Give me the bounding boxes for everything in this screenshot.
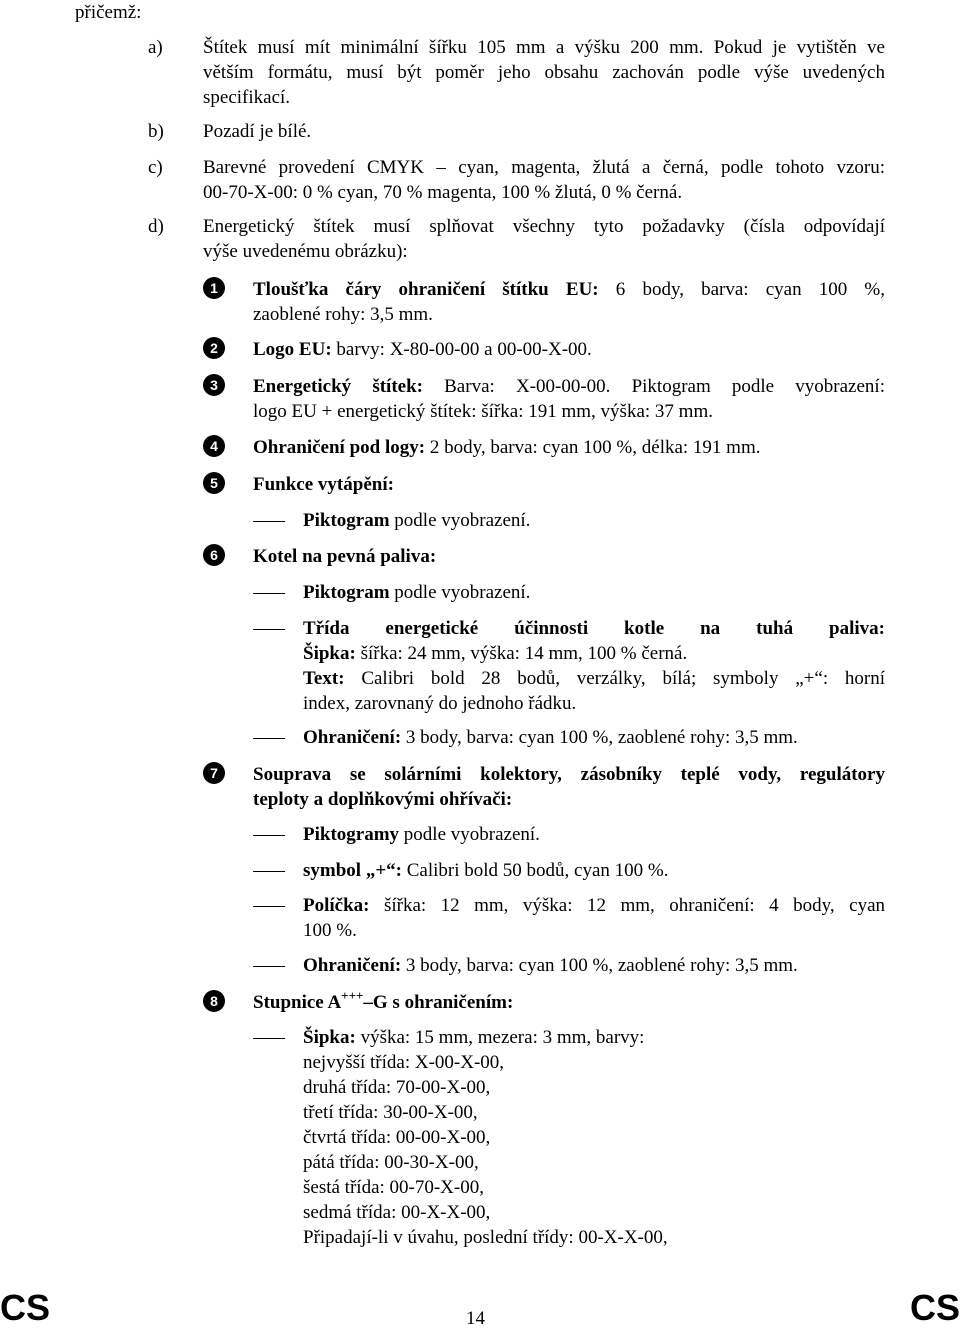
item-heading: Logo EU: bbox=[253, 339, 332, 360]
dash-bullet bbox=[253, 593, 285, 594]
dash-bullet bbox=[253, 738, 285, 739]
item-heading: teploty a doplňkovými ohřívači: bbox=[253, 789, 513, 810]
sub-6a-text bbox=[303, 580, 885, 605]
class-color-line: Připadají-li v úvahu, poslední třídy: 00-X-X-00, bbox=[303, 1227, 668, 1248]
sub-detail: Calibri bold 28 bodů, verzálky, bílá; symboly „+“: horní bbox=[344, 668, 885, 689]
number-badge-2: 2 bbox=[203, 337, 225, 359]
sub-6c-text bbox=[303, 725, 885, 750]
item-6-text bbox=[253, 544, 885, 569]
list-text-b bbox=[203, 119, 885, 144]
item-heading: –G s ohraničením: bbox=[363, 992, 514, 1013]
sub-heading: Třída energetické účinnosti kotle na tuhá paliva: bbox=[303, 618, 885, 639]
sub-detail: 3 body, barva: cyan 100 %, zaoblené rohy: 3,5 mm. bbox=[401, 955, 798, 976]
intro-text: přičemž: bbox=[75, 2, 142, 23]
text-line: Štítek musí mít minimální šířku 105 mm a výšku 200 mm. Pokud je vytištěn ve bbox=[203, 37, 885, 58]
item-heading: Energetický štítek: bbox=[253, 376, 423, 397]
item-8-text bbox=[253, 990, 885, 1015]
text-line: větším formátu, musí být poměr jeho obsahu zachován podle výše uvedených bbox=[203, 62, 885, 83]
sub-7b-text bbox=[303, 858, 885, 883]
number-badge-3: 3 bbox=[203, 374, 225, 396]
page-number: 14 bbox=[466, 1308, 485, 1329]
sub-detail: Calibri bold 50 bodů, cyan 100 %. bbox=[406, 860, 669, 881]
number-badge-4: 4 bbox=[203, 435, 225, 457]
sub-7d-text bbox=[303, 953, 885, 978]
class-color-line: čtvrtá třída: 00-00-X-00, bbox=[303, 1127, 491, 1148]
list-label-c: c) bbox=[148, 157, 163, 178]
list-text-c bbox=[203, 155, 885, 205]
sub-detail: index, zarovnaný do jednoho řádku. bbox=[303, 693, 577, 714]
text-line: Pozadí je bílé. bbox=[203, 121, 312, 142]
item-detail: logo EU + energetický štítek: šířka: 191 mm, výška: 37 mm. bbox=[253, 401, 713, 422]
number-badge-5: 5 bbox=[203, 472, 225, 494]
number-badge-6: 6 bbox=[203, 544, 225, 566]
sub-detail: podle vyobrazení. bbox=[389, 510, 531, 531]
list-text-d bbox=[203, 214, 885, 264]
sub-7a-text bbox=[303, 822, 885, 847]
sub-detail: výška: 15 mm, mezera: 3 mm, barvy: bbox=[355, 1027, 645, 1048]
sub-detail: šířka: 24 mm, výška: 14 mm, 100 % černá. bbox=[355, 643, 688, 664]
item-2-text bbox=[253, 337, 885, 362]
dash-bullet bbox=[253, 966, 285, 967]
number-badge-8: 8 bbox=[203, 990, 225, 1012]
sub-heading: Ohraničení: bbox=[303, 955, 402, 976]
dash-bullet bbox=[253, 1038, 285, 1039]
number-badge-1: 1 bbox=[203, 277, 225, 299]
class-color-line: třetí třída: 30-00-X-00, bbox=[303, 1102, 478, 1123]
superscript: +++ bbox=[341, 988, 364, 1003]
list-text-a bbox=[203, 35, 885, 110]
text-line: 00-70-X-00: 0 % cyan, 70 % magenta, 100 % žlutá, 0 % černá. bbox=[203, 182, 683, 203]
sub-heading: Šipka: bbox=[303, 1027, 356, 1048]
item-heading: Funkce vytápění: bbox=[253, 474, 394, 495]
item-detail: zaoblené rohy: 3,5 mm. bbox=[253, 304, 433, 325]
text-line: výše uvedenému obrázku): bbox=[203, 241, 408, 262]
sub-heading: Políčka: bbox=[303, 895, 370, 916]
sub-detail: 100 %. bbox=[303, 920, 357, 941]
text-line: Energetický štítek musí splňovat všechny tyto požadavky (čísla odpovídají bbox=[203, 216, 885, 237]
item-heading: Ohraničení pod logy: bbox=[253, 437, 426, 458]
sub-5-text bbox=[303, 508, 885, 533]
item-3-text bbox=[253, 374, 885, 424]
item-heading: Stupnice A bbox=[253, 992, 342, 1013]
item-5-text bbox=[253, 472, 885, 497]
sub-6b-text bbox=[303, 616, 885, 716]
dash-bullet bbox=[253, 835, 285, 836]
dash-bullet bbox=[253, 906, 285, 907]
sub-heading: Piktogramy bbox=[303, 824, 400, 845]
sub-7c-text bbox=[303, 893, 885, 943]
sub-heading: symbol „+“: bbox=[303, 860, 407, 881]
item-4-text bbox=[253, 435, 885, 460]
dash-bullet bbox=[253, 871, 285, 872]
sub-heading: Ohraničení: bbox=[303, 727, 402, 748]
item-detail: 2 body, barva: cyan 100 %, délka: 191 mm. bbox=[425, 437, 761, 458]
sub-heading: Piktogram bbox=[303, 510, 390, 531]
item-detail: Barva: X-00-00-00. Piktogram podle vyobrazení: bbox=[422, 376, 885, 397]
item-detail: barvy: X-80-00-00 a 00-00-X-00. bbox=[331, 339, 592, 360]
sub-heading: Text: bbox=[303, 668, 345, 689]
class-color-line: nejvyšší třída: X-00-X-00, bbox=[303, 1052, 505, 1073]
list-label-b: b) bbox=[148, 121, 164, 142]
sub-detail: šířka: 12 mm, výška: 12 mm, ohraničení: 4 body, cyan bbox=[369, 895, 885, 916]
list-label-d: d) bbox=[148, 216, 164, 237]
number-badge-7: 7 bbox=[203, 762, 225, 784]
list-label-a: a) bbox=[148, 37, 163, 58]
item-detail: 6 body, barva: cyan 100 %, bbox=[598, 279, 886, 300]
sub-detail: podle vyobrazení. bbox=[389, 582, 531, 603]
sub-detail: 3 body, barva: cyan 100 %, zaoblené rohy: 3,5 mm. bbox=[401, 727, 798, 748]
text-line: specifikací. bbox=[203, 87, 291, 108]
item-heading: Tloušťka čáry ohraničení štítku EU: bbox=[253, 279, 599, 300]
item-heading: Kotel na pevná paliva: bbox=[253, 546, 437, 567]
sub-detail: podle vyobrazení. bbox=[399, 824, 540, 845]
sub-heading: Piktogram bbox=[303, 582, 390, 603]
text-line: Barevné provedení CMYK – cyan, magenta, žlutá a černá, podle tohoto vzoru: bbox=[203, 157, 885, 178]
footer-language-left: CS bbox=[0, 1287, 51, 1328]
class-color-line: sedmá třída: 00-X-X-00, bbox=[303, 1202, 491, 1223]
item-heading: Souprava se solárními kolektory, zásobníky teplé vody, regulátory bbox=[253, 764, 885, 785]
item-7-text bbox=[253, 762, 885, 812]
class-color-line: druhá třída: 70-00-X-00, bbox=[303, 1077, 491, 1098]
item-1-text bbox=[253, 277, 885, 327]
sub-8-text bbox=[303, 1025, 885, 1250]
sub-heading: Šipka: bbox=[303, 643, 356, 664]
dash-bullet bbox=[253, 521, 285, 522]
class-color-line: šestá třída: 00-70-X-00, bbox=[303, 1177, 484, 1198]
dash-bullet bbox=[253, 629, 285, 630]
class-color-line: pátá třída: 00-30-X-00, bbox=[303, 1152, 479, 1173]
footer-language-right: CS bbox=[909, 1287, 960, 1328]
